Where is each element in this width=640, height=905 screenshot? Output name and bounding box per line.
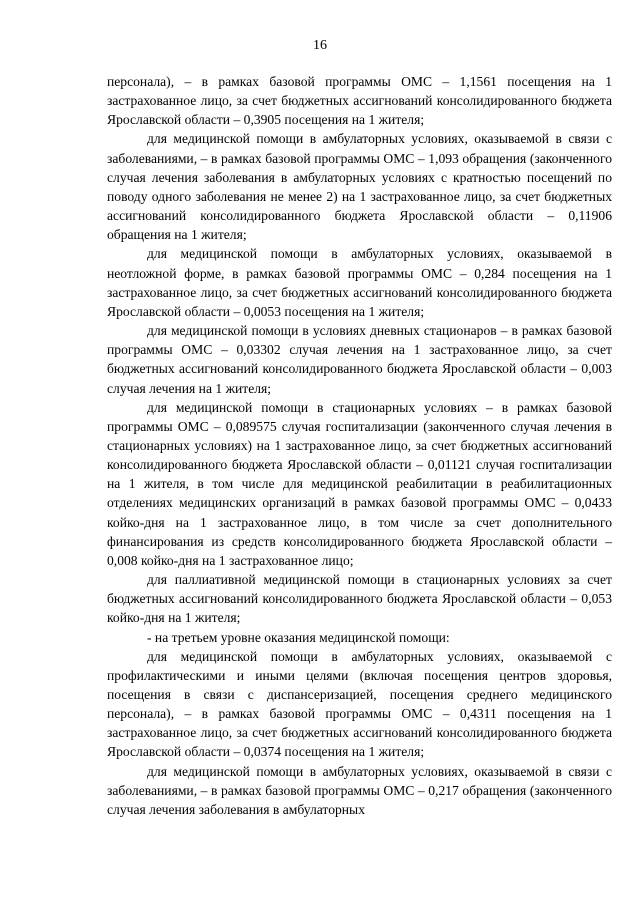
paragraph-outpatient-preventive: для медицинской помощи в амбулаторных условиях, оказываемой с профилактическими и иными целями (включая посещения центров здоровья, посещения в связи с диспансеризацией, посещения среднего медицинского персонала), – в рамках базовой программы ОМС – 0,4311 посещения на 1 застрахованное лицо, за счет бюджетных ассигнований консолидированного бюджета Ярославской области – 0,0374 посещения на 1 жителя; [107,648,612,760]
paragraph-outpatient-urgent: для медицинской помощи в амбулаторных условиях, оказываемой в неотложной форме, в рамках базовой программы ОМС – 0,284 посещения на 1 застрахованное лицо, за счет бюджетных ассигнований консолидированного бюджета Ярославской области – 0,0053 посещения на 1 жителя; [107,246,612,319]
page-number: 16 [313,38,327,53]
paragraph-continued: персонала), – в рамках базовой программы ОМС – 1,1561 посещения на 1 застрахованное лицо, за счет бюджетных ассигнований консолидированного бюджета Ярославской области – 0,3905 посещения на 1 жителя; [107,74,612,128]
paragraph-third-level-heading: - на третьем уровне оказания медицинской помощи: [147,629,450,645]
paragraph-outpatient-diseases-third: для медицинской помощи в амбулаторных условиях, оказываемой в связи с заболеваниями, – в рамках базовой программы ОМС – 0,217 обращения (законченного случая лечения заболевания в амбулаторных [107,763,612,817]
document-body [107,72,612,819]
paragraph-palliative: для паллиативной медицинской помощи в стационарных условиях за счет бюджетных ассигнований консолидированного бюджета Ярославской области – 0,053 койко-дня на 1 жителя; [107,572,612,626]
paragraph-inpatient: для медицинской помощи в стационарных условиях – в рамках базовой программы ОМС – 0,089575 случая госпитализации (законченного случая лечения в стационарных условиях) на 1 застрахованное лицо, за счет бюджетных ассигнований консолидированного бюджета Ярославской области – 0,01121 случая госпитализации на 1 жителя, в том числе для медицинской реабилитации в реабилитационных отделениях медицинских организаций в рамках базовой программы ОМС – 0,0433 койко-дня на 1 застрахованное лицо, в том числе за счет дополнительного финансирования из средств консолидированного бюджета Ярославской области – 0,008 койко-дня на 1 застрахованное лицо; [107,399,612,568]
paragraph-outpatient-diseases: для медицинской помощи в амбулаторных условиях, оказываемой в связи с заболеваниями, – в рамках базовой программы ОМС – 1,093 обращения (законченного случая лечения заболевания в амбулаторных условиях с кратностью посещений по поводу одного заболевания не менее 2) на 1 застрахованное лицо, за счет бюджетных ассигнований консолидированного бюджета Ярославской области – 0,11906 обращения на 1 жителя; [107,131,612,243]
paragraph-day-hospital: для медицинской помощи в условиях дневных стационаров – в рамках базовой программы ОМС – 0,03302 случая лечения на 1 застрахованное лицо, за счет бюджетных ассигнований консолидированного бюджета Ярославской области – 0,003 случая лечения на 1 жителя; [107,323,612,396]
